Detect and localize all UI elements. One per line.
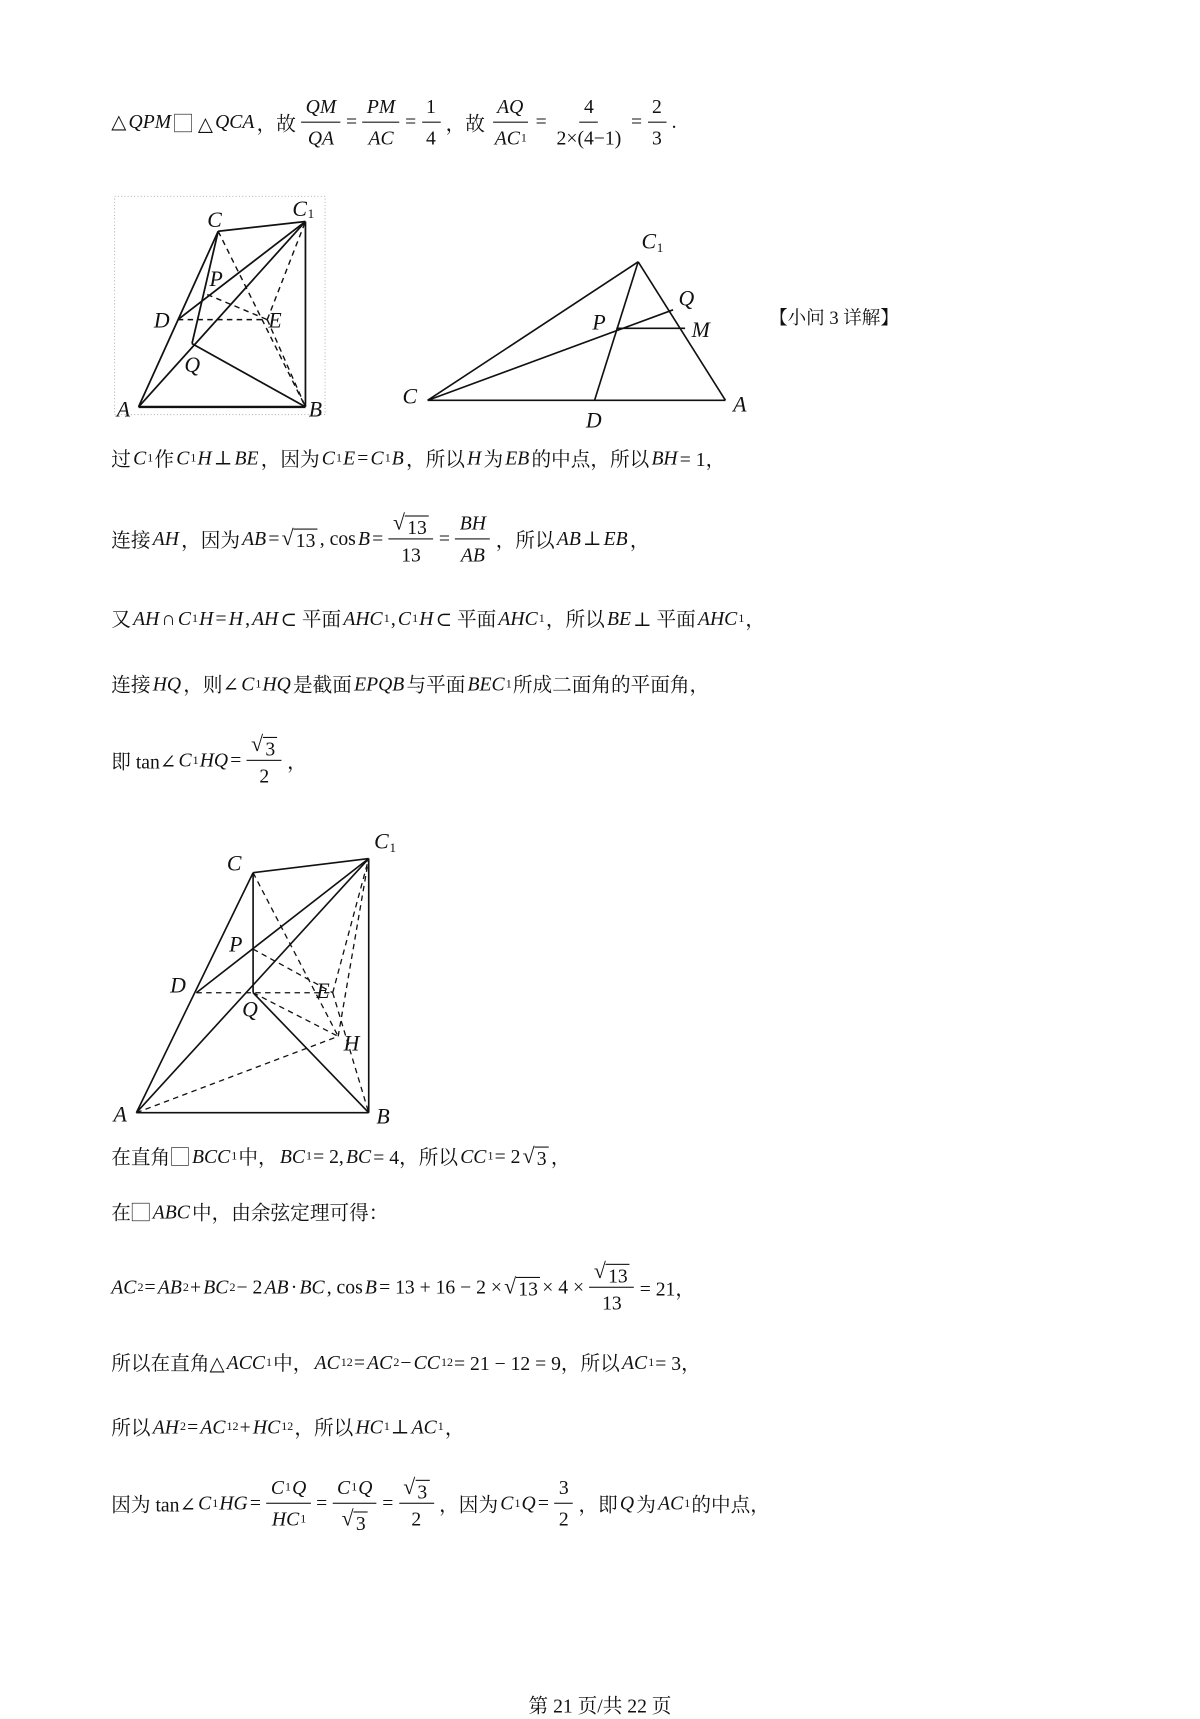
math-variable: BC bbox=[203, 1275, 229, 1298]
text-run: 2 bbox=[259, 765, 270, 788]
text-run: 3 bbox=[536, 1147, 547, 1169]
label-A: A bbox=[733, 392, 747, 417]
math-variable: B bbox=[364, 1275, 377, 1298]
text-run: = bbox=[438, 527, 450, 550]
math-variable: AB bbox=[556, 527, 581, 550]
math-variable: AC bbox=[368, 127, 394, 149]
math-variable: BE bbox=[234, 446, 259, 469]
text-run: ⊂ 平面 bbox=[435, 608, 497, 631]
subscript: 1 bbox=[192, 611, 199, 626]
math-variable: C bbox=[176, 446, 190, 469]
text-run: ，即 bbox=[578, 1493, 618, 1516]
math-variable: HC bbox=[252, 1415, 281, 1438]
math-variable: CC bbox=[413, 1351, 440, 1373]
math-variable: Q bbox=[292, 1476, 307, 1499]
subscript: 1 bbox=[285, 1480, 292, 1494]
text-run: ⊥ bbox=[390, 1415, 410, 1438]
text-run: 2 bbox=[558, 1508, 569, 1530]
figure-prism-1 bbox=[115, 196, 326, 421]
text-run: ，所以 bbox=[545, 608, 605, 631]
math-variable: BC bbox=[279, 1144, 305, 1167]
math-variable: HG bbox=[219, 1491, 248, 1514]
text-run: 2 bbox=[411, 1508, 422, 1530]
math-variable: C bbox=[178, 748, 192, 771]
label-sub: 1 bbox=[389, 839, 396, 855]
text-run: − bbox=[400, 1351, 412, 1373]
text-run: 13 bbox=[608, 1264, 628, 1287]
text-run: ， bbox=[444, 1417, 465, 1439]
subscript: 1 bbox=[505, 677, 512, 691]
math-variable: AHC bbox=[498, 607, 538, 629]
text-run: ， bbox=[745, 608, 766, 631]
subscript: 1 bbox=[335, 451, 342, 465]
text-run: − 2 bbox=[236, 1275, 263, 1298]
math-variable: EB bbox=[603, 527, 628, 550]
math-variable: QPM bbox=[128, 110, 172, 133]
subscript: 1 bbox=[383, 611, 390, 626]
label-C: C bbox=[207, 207, 222, 232]
text-run: 所以 bbox=[111, 1417, 151, 1439]
math-variable: AC bbox=[111, 1275, 137, 1298]
math-variable: C bbox=[370, 446, 384, 469]
math-variable: BE bbox=[606, 607, 631, 629]
text-run: ， bbox=[287, 750, 307, 773]
text-run: = bbox=[537, 1491, 549, 1514]
math-variable: AC bbox=[200, 1415, 226, 1438]
subscript: 1 bbox=[190, 451, 197, 465]
label-C1: C bbox=[374, 829, 389, 854]
math-variable: C bbox=[500, 1491, 514, 1514]
radical-sign: √ bbox=[281, 526, 294, 551]
math-variable: AH bbox=[152, 1415, 179, 1438]
text-run: 中，由余弦定理可得： bbox=[191, 1202, 389, 1224]
label-C1: C bbox=[641, 229, 656, 254]
math-variable: H bbox=[199, 607, 214, 629]
text-run: = bbox=[144, 1275, 156, 1298]
subscript: 1 bbox=[648, 1355, 655, 1370]
text-run: ⃞ △ bbox=[173, 112, 213, 135]
math-variable: C bbox=[321, 446, 335, 469]
text-run: = bbox=[535, 110, 547, 133]
math-variable: QCA bbox=[215, 110, 255, 133]
figure-triangle bbox=[403, 230, 748, 433]
subscript: 1 bbox=[383, 1420, 390, 1434]
text-run: = 13 + 16 − 2 × bbox=[379, 1275, 502, 1298]
label-H: H bbox=[343, 1031, 360, 1056]
label-B: B bbox=[376, 1104, 390, 1129]
text-run: , bbox=[390, 607, 396, 629]
text-run: 4 bbox=[583, 95, 594, 118]
math-variable: HC bbox=[271, 1508, 300, 1530]
superscript: 2 bbox=[182, 1280, 189, 1294]
text-run: 3 bbox=[265, 737, 276, 760]
math-variable: BEC bbox=[467, 672, 505, 695]
radical-sign: √ bbox=[341, 1507, 354, 1532]
text-run: 因为 tan∠ bbox=[111, 1493, 196, 1516]
math-variable: AH bbox=[133, 607, 160, 629]
subscript: 1 bbox=[147, 451, 154, 465]
label-Q: Q bbox=[184, 352, 201, 377]
math-variable: EPQB bbox=[354, 672, 405, 695]
subscript: 1 bbox=[487, 1149, 494, 1163]
superscript: 2 bbox=[287, 1420, 294, 1434]
label-C: C bbox=[402, 384, 418, 409]
math-variable: ABC bbox=[152, 1200, 190, 1223]
math-variable: CC bbox=[460, 1144, 487, 1167]
subscript: 1 bbox=[412, 611, 419, 626]
math-variable: AC bbox=[314, 1351, 340, 1373]
math-variable: AC bbox=[411, 1415, 437, 1438]
text-run: ， bbox=[629, 529, 650, 551]
math-variable: B bbox=[391, 446, 404, 469]
text-run: 13 bbox=[602, 1292, 622, 1314]
subscript: 1 bbox=[738, 611, 745, 626]
math-variable: BH bbox=[651, 446, 678, 469]
label-P: P bbox=[229, 932, 243, 957]
text-run: = 21 − 12 = 9，所以 bbox=[454, 1352, 620, 1375]
text-run: = bbox=[249, 1491, 261, 1514]
math-variable: AB bbox=[242, 527, 267, 550]
math-variable: H bbox=[197, 446, 212, 469]
radical-sign: √ bbox=[593, 1259, 606, 1284]
subscript: 1 bbox=[212, 1496, 219, 1510]
text-run: 所成二面角的平面角， bbox=[512, 674, 710, 696]
text-run: ∩ bbox=[161, 607, 176, 629]
label-sub: 1 bbox=[656, 239, 664, 255]
superscript: 2 bbox=[446, 1355, 453, 1370]
superscript: 2 bbox=[137, 1280, 144, 1294]
text-run: = bbox=[230, 748, 242, 771]
text-run: 连接 bbox=[111, 529, 151, 551]
text-run: = 1， bbox=[679, 448, 726, 471]
text-run: = 2 bbox=[494, 1144, 521, 1167]
text-run: , cos bbox=[326, 1275, 363, 1298]
math-variable: AC bbox=[494, 127, 520, 149]
text-run: = bbox=[372, 527, 384, 550]
subscript: 1 bbox=[255, 677, 262, 691]
text-run: 所以在直角△ bbox=[111, 1352, 225, 1375]
text-run: ，所以 bbox=[405, 448, 465, 471]
text-run: 作 bbox=[154, 448, 175, 471]
math-variable: AB bbox=[264, 1275, 289, 1298]
text-run: = 4，所以 bbox=[373, 1146, 459, 1169]
label-A: A bbox=[116, 397, 131, 422]
subscript: 1 bbox=[514, 1496, 521, 1510]
math-variable: AH bbox=[152, 527, 179, 550]
text-run: ，因为 bbox=[181, 529, 240, 551]
text-run: 与平面 bbox=[406, 674, 466, 696]
text-run: 即 tan∠ bbox=[111, 750, 177, 773]
text-run: 13 bbox=[407, 516, 427, 539]
subscript: 1 bbox=[300, 1512, 307, 1526]
text-run: = bbox=[187, 1415, 199, 1438]
text-run: = 3， bbox=[655, 1352, 701, 1375]
text-run: ， bbox=[550, 1146, 571, 1169]
math-variable: HQ bbox=[152, 672, 182, 695]
subscript: 1 bbox=[281, 1420, 288, 1434]
math-variable: EB bbox=[505, 446, 530, 469]
text-run: 为 bbox=[636, 1493, 656, 1516]
math-variable: QM bbox=[305, 95, 337, 118]
math-variable: AH bbox=[252, 607, 279, 629]
label-E: E bbox=[316, 979, 330, 1004]
superscript: 2 bbox=[346, 1355, 353, 1370]
text-run: = bbox=[631, 110, 643, 133]
superscript: 2 bbox=[393, 1355, 400, 1370]
label-M: M bbox=[691, 318, 710, 343]
label-Q: Q bbox=[678, 286, 695, 311]
math-variable: C bbox=[270, 1476, 284, 1499]
text-run: = 21， bbox=[639, 1277, 695, 1300]
text-run: 3 bbox=[355, 1512, 366, 1535]
text-run: 3 bbox=[417, 1480, 428, 1503]
text-run: △ bbox=[111, 110, 127, 133]
text-run: 中， bbox=[238, 1146, 278, 1169]
label-A: A bbox=[113, 1102, 127, 1127]
label-P: P bbox=[209, 266, 223, 291]
math-variable: H bbox=[228, 607, 243, 629]
section-tag: 【小问 3 详解】 bbox=[769, 307, 899, 329]
math-variable: HQ bbox=[262, 672, 291, 695]
math-variable: AC bbox=[622, 1351, 648, 1373]
subscript: 1 bbox=[192, 753, 199, 767]
subscript: 1 bbox=[266, 1355, 273, 1370]
text-run: 4 bbox=[425, 127, 436, 149]
text-run: 的中点，所以 bbox=[531, 448, 650, 471]
text-run: . bbox=[671, 110, 677, 133]
text-run: ⊥ bbox=[583, 527, 602, 550]
text-run: , cos bbox=[319, 527, 356, 550]
subscript: 1 bbox=[437, 1420, 444, 1434]
math-variable: C bbox=[397, 607, 412, 629]
text-run: ⊂ 平面 bbox=[280, 608, 342, 631]
math-variable: HC bbox=[355, 1415, 383, 1438]
math-variable: C bbox=[133, 446, 147, 469]
text-run: ，故 bbox=[445, 112, 485, 135]
text-run: = bbox=[268, 527, 280, 550]
subscript: 1 bbox=[351, 1480, 358, 1494]
text-run: = bbox=[346, 110, 358, 133]
text-run: = bbox=[357, 446, 369, 469]
math-variable: BC bbox=[346, 1144, 372, 1167]
text-run: ，则∠ bbox=[183, 674, 240, 696]
math-variable: AHC bbox=[343, 607, 383, 629]
text-run: × 4 × bbox=[542, 1275, 585, 1298]
text-run: = bbox=[405, 110, 417, 133]
text-run: , bbox=[245, 607, 251, 629]
math-variable: AQ bbox=[497, 95, 524, 118]
page-footer: 第 21 页/共 22 页 bbox=[528, 1695, 672, 1718]
text-run: 在直角⃞ bbox=[111, 1146, 190, 1169]
radical-sign: √ bbox=[504, 1274, 517, 1299]
math-variable: C bbox=[177, 607, 191, 629]
radical-sign: √ bbox=[403, 1475, 416, 1500]
subscript: 1 bbox=[231, 1149, 238, 1163]
radical-sign: √ bbox=[251, 732, 264, 757]
text-run: 为 bbox=[483, 448, 504, 471]
math-variable: H bbox=[419, 607, 434, 629]
text-run: ，所以 bbox=[495, 529, 555, 551]
text-run: 2×(4−1) bbox=[556, 127, 622, 149]
text-run: 13 bbox=[401, 543, 421, 566]
math-variable: BC bbox=[299, 1275, 325, 1298]
subscript: 1 bbox=[520, 131, 527, 145]
math-variable: E bbox=[343, 446, 356, 469]
subscript: 1 bbox=[440, 1355, 447, 1370]
math-variable: Q bbox=[521, 1491, 536, 1514]
text-run: = bbox=[353, 1351, 365, 1373]
math-variable: Q bbox=[358, 1476, 373, 1499]
text-run: 中， bbox=[273, 1352, 313, 1375]
label-C1: C bbox=[292, 196, 307, 221]
math-variable: HQ bbox=[199, 748, 229, 771]
superscript: 2 bbox=[229, 1280, 236, 1294]
text-run: 在⃞ bbox=[111, 1202, 151, 1224]
figure-prism-2 bbox=[111, 830, 396, 1129]
text-run: · bbox=[290, 1275, 298, 1298]
text-run: ，因为 bbox=[260, 448, 320, 471]
text-run: 的中点， bbox=[691, 1493, 770, 1516]
text-run: 1 bbox=[425, 95, 436, 118]
math-variable: AHC bbox=[697, 607, 738, 629]
subscript: 1 bbox=[538, 611, 545, 626]
math-variable: C bbox=[198, 1491, 212, 1514]
subscript: 1 bbox=[306, 1149, 313, 1163]
text-run: 又 bbox=[111, 608, 131, 631]
radical-sign: √ bbox=[393, 511, 406, 536]
text-run: 13 bbox=[295, 529, 316, 552]
text-run: 连接 bbox=[111, 674, 151, 696]
superscript: 2 bbox=[232, 1420, 239, 1434]
label-sub: 1 bbox=[307, 206, 315, 222]
text-run: 13 bbox=[518, 1277, 538, 1300]
label-B: B bbox=[308, 397, 323, 422]
math-variable: AC bbox=[658, 1491, 684, 1514]
radical-sign: √ bbox=[522, 1143, 535, 1168]
subscript: 1 bbox=[340, 1355, 347, 1370]
math-variable: C bbox=[337, 1476, 351, 1499]
text-run: ⊥ 平面 bbox=[633, 608, 696, 631]
math-variable: QA bbox=[307, 127, 335, 149]
text-run: 过 bbox=[111, 448, 131, 471]
math-variable: AB bbox=[157, 1275, 182, 1298]
math-variable: BCC bbox=[191, 1144, 231, 1167]
text-run: ，故 bbox=[256, 112, 296, 135]
text-run: 2 bbox=[651, 95, 662, 118]
text-run: 是截面 bbox=[293, 674, 352, 696]
text-run: = bbox=[316, 1491, 328, 1514]
math-variable: B bbox=[357, 527, 370, 550]
subscript: 1 bbox=[384, 451, 391, 465]
label-P: P bbox=[592, 310, 606, 335]
label-D: D bbox=[585, 408, 602, 433]
text-run: = bbox=[215, 607, 227, 629]
superscript: 2 bbox=[179, 1420, 186, 1434]
text-run: ，因为 bbox=[439, 1493, 499, 1516]
subscript: 1 bbox=[684, 1496, 691, 1510]
subscript: 1 bbox=[226, 1420, 233, 1434]
text-run: ，所以 bbox=[294, 1417, 354, 1439]
math-variable: AC bbox=[367, 1351, 393, 1373]
text-run: = 2, bbox=[313, 1144, 344, 1167]
text-run: ⊥ bbox=[213, 446, 233, 469]
math-variable: H bbox=[467, 446, 482, 469]
label-D: D bbox=[153, 308, 170, 333]
label-Q: Q bbox=[242, 997, 258, 1022]
text-run: = bbox=[382, 1491, 394, 1514]
text-run: + bbox=[190, 1275, 202, 1298]
math-variable: PM bbox=[366, 95, 396, 118]
math-variable: Q bbox=[619, 1491, 635, 1514]
math-variable: ACC bbox=[226, 1351, 265, 1373]
label-E: E bbox=[268, 308, 282, 333]
label-C: C bbox=[226, 851, 242, 876]
label-D: D bbox=[170, 973, 186, 998]
math-variable: BH bbox=[459, 512, 486, 534]
text-run: 3 bbox=[558, 1476, 569, 1499]
math-variable: AB bbox=[460, 543, 485, 566]
text-run: 3 bbox=[651, 127, 662, 149]
text-run: + bbox=[239, 1415, 251, 1438]
math-variable: C bbox=[241, 672, 255, 695]
